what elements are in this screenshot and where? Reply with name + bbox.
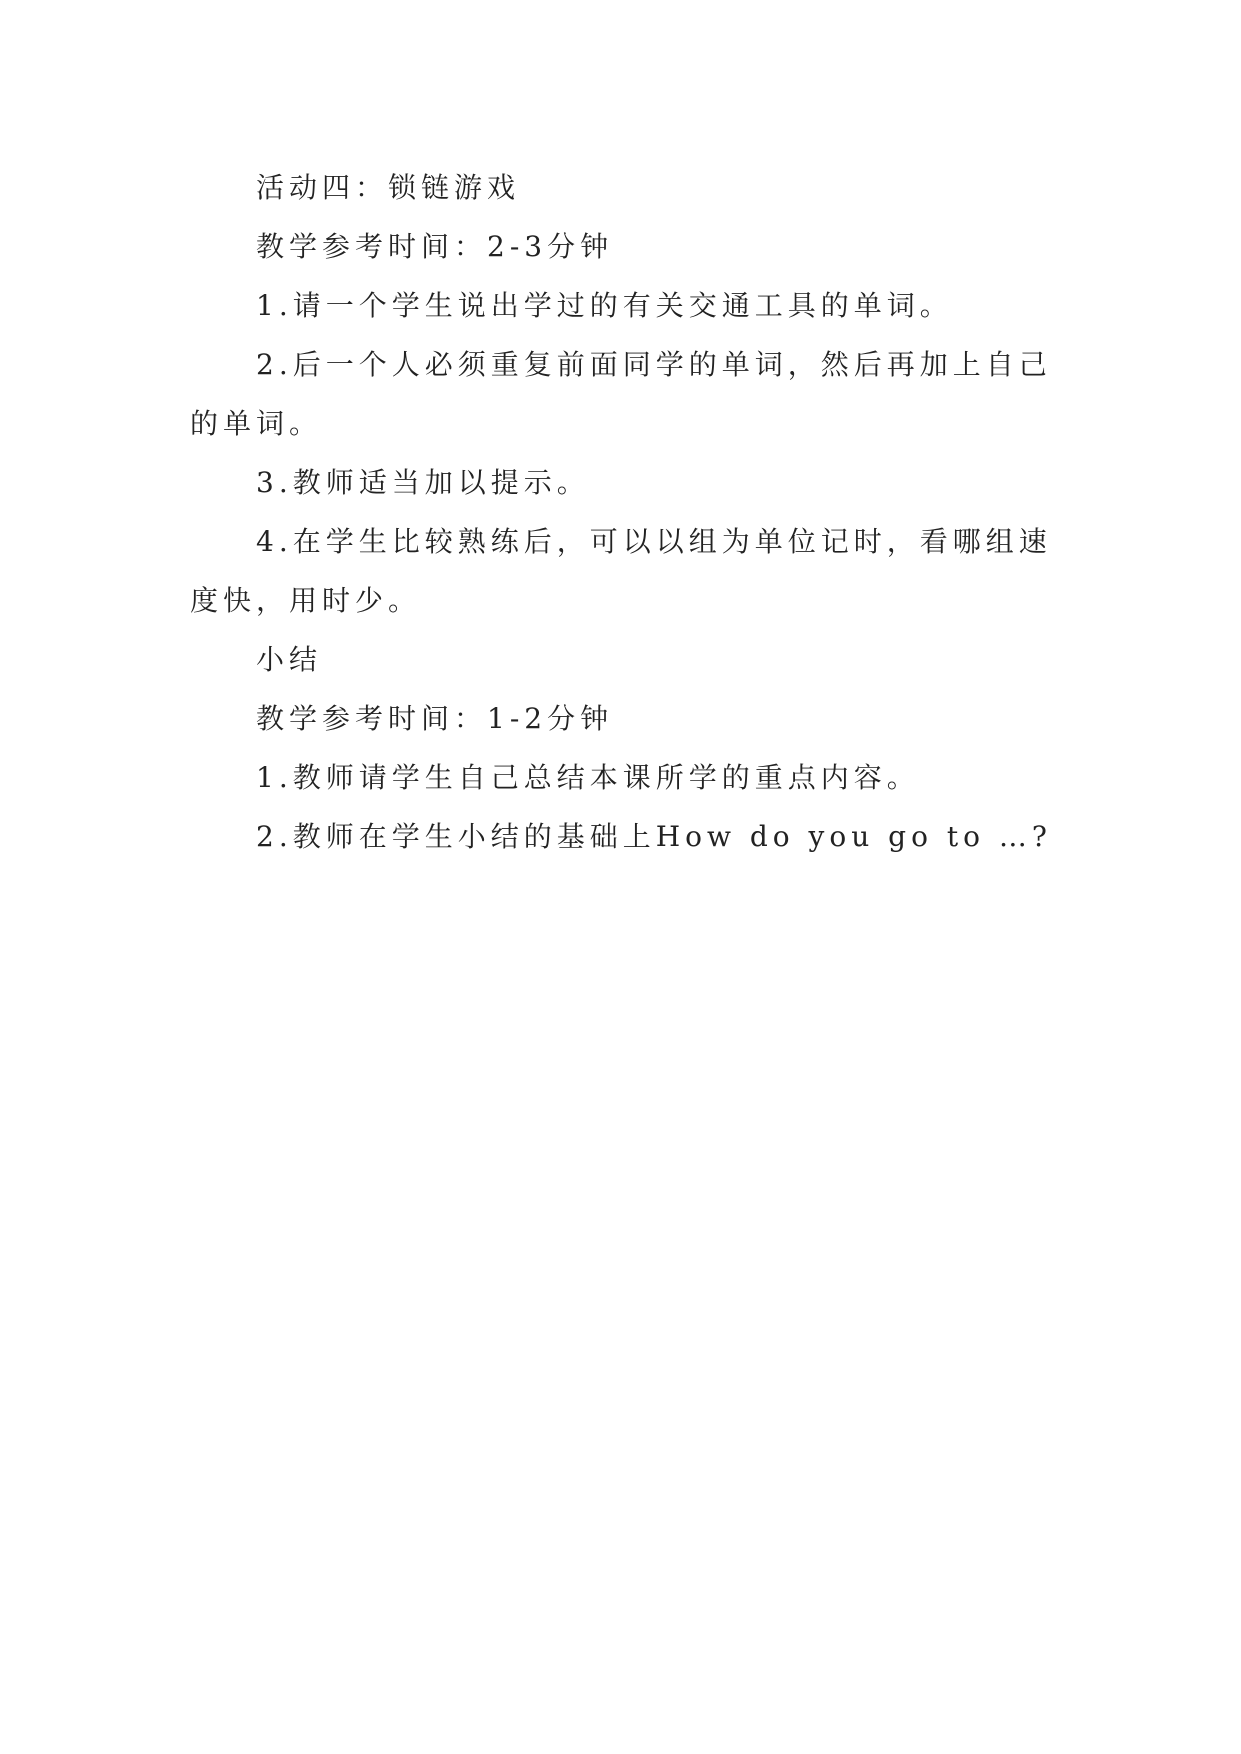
summary-step-2: 2.教师在学生小结的基础上How do you go to …?	[256, 820, 1052, 853]
activity-four-step-1: 1.请一个学生说出学过的有关交通工具的单词。	[256, 289, 953, 322]
activity-four-heading: 活动四：锁链游戏	[256, 171, 521, 204]
activity-four-step-4: 4.在学生比较熟练后，可以以组为单位记时，看哪组速度快，用时少。	[190, 525, 1052, 617]
summary-step-1: 1.教师请学生自己总结本课所学的重点内容。	[256, 761, 920, 794]
activity-four-time: 教学参考时间：2-3分钟	[256, 230, 614, 263]
summary-time: 教学参考时间：1-2分钟	[256, 702, 614, 735]
activity-four-step-2: 2.后一个人必须重复前面同学的单词，然后再加上自己的单词。	[190, 348, 1052, 440]
summary-heading: 小结	[256, 643, 323, 676]
document-body	[190, 158, 1058, 866]
activity-four-step-3: 3.教师适当加以提示。	[256, 466, 590, 499]
